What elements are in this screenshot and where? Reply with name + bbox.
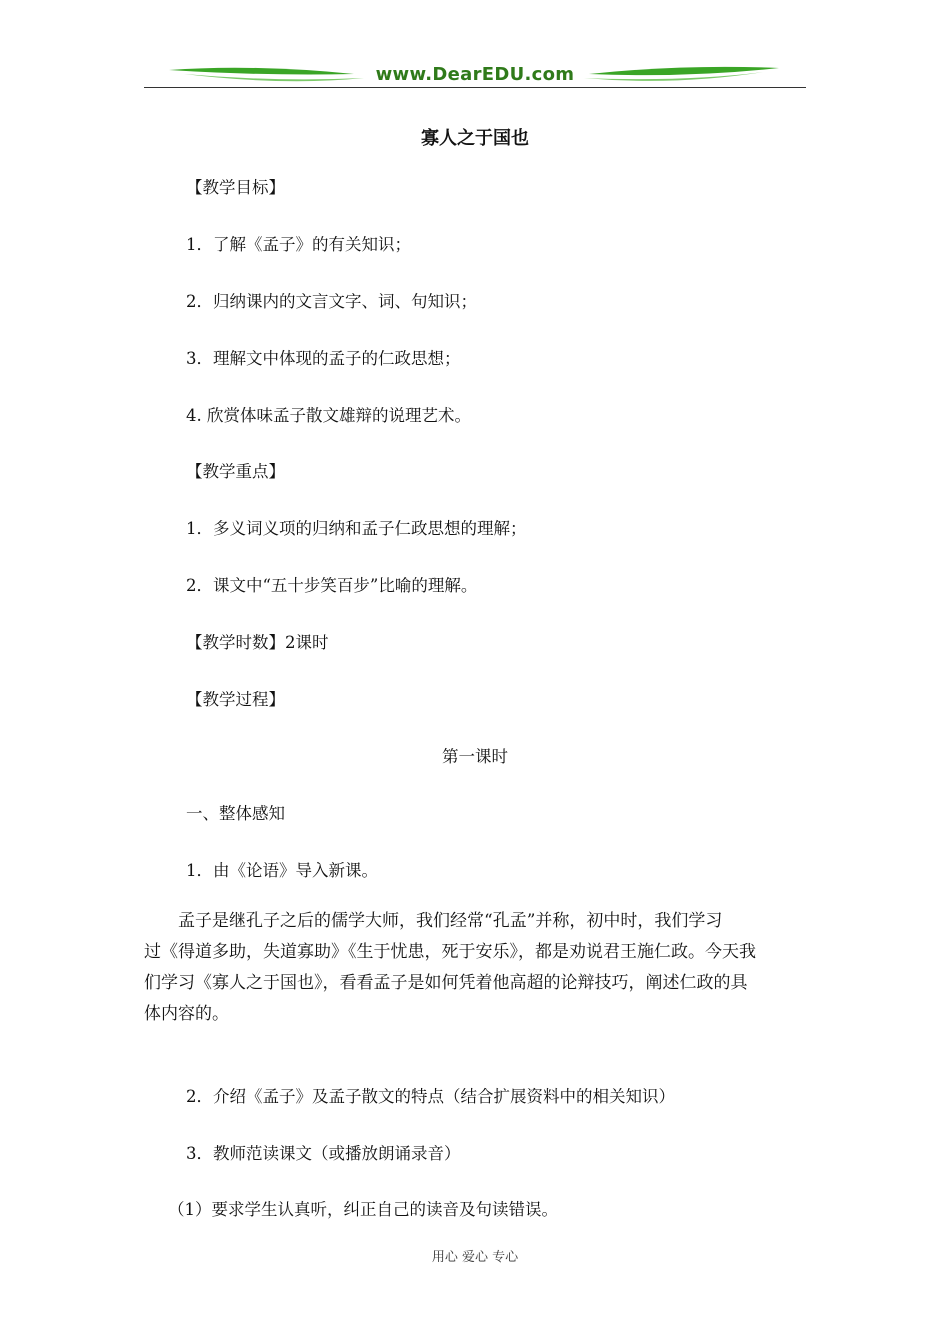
sub-step-item: （1）要求学生认真听，纠正自己的读音及句读错误。 xyxy=(168,1200,558,1219)
heading-key-points: 【教学重点】 xyxy=(186,462,285,481)
site-logo[interactable]: www.DearEDU.com xyxy=(375,64,575,85)
step-item: 2．介绍《孟子》及孟子散文的特点（结合扩展资料中的相关知识） xyxy=(186,1087,675,1106)
paragraph-line: 们学习《寡人之于国也》，看看孟子是如何凭着他高超的论辩技巧，阐述仁政的具 xyxy=(144,973,748,993)
paragraph-line: 过《得道多助，失道寡助》《生于忧患，死于安乐》，都是劝说君王施仁政。今天我 xyxy=(144,942,756,962)
objective-item: 1．了解《孟子》的有关知识； xyxy=(186,235,411,254)
page-footer: 用心 爱心 专心 xyxy=(431,1250,519,1265)
paragraph-line: 孟子是继孔子之后的儒学大师，我们经常“孔孟”并称，初中时，我们学习 xyxy=(144,911,723,931)
paragraph-line: 体内容的。 xyxy=(144,1004,229,1024)
key-point-item: 1．多义词义项的归纳和孟子仁政思想的理解； xyxy=(186,519,527,538)
lesson-heading: 第一课时 xyxy=(442,747,508,766)
objective-item: 3．理解文中体现的孟子的仁政思想； xyxy=(186,349,461,368)
intro-paragraph xyxy=(144,906,806,1030)
document-title: 寡人之于国也 xyxy=(421,128,529,149)
section-heading: 一、整体感知 xyxy=(186,804,285,823)
step-item: 3．教师范读课文（或播放朗诵录音） xyxy=(186,1144,461,1163)
key-point-item: 2．课文中“五十步笑百步”比喻的理解。 xyxy=(186,576,478,595)
heading-process: 【教学过程】 xyxy=(186,690,285,709)
objective-item: 2．归纳课内的文言文字、词、句知识； xyxy=(186,292,477,311)
objective-item: 4. 欣赏体味孟子散文雄辩的说理艺术。 xyxy=(186,406,471,425)
heading-objectives: 【教学目标】 xyxy=(186,178,285,197)
heading-class-hours: 【教学时数】2课时 xyxy=(186,633,329,652)
site-header xyxy=(144,58,806,90)
header-divider xyxy=(144,87,806,88)
step-item: 1．由《论语》导入新课。 xyxy=(186,861,378,880)
